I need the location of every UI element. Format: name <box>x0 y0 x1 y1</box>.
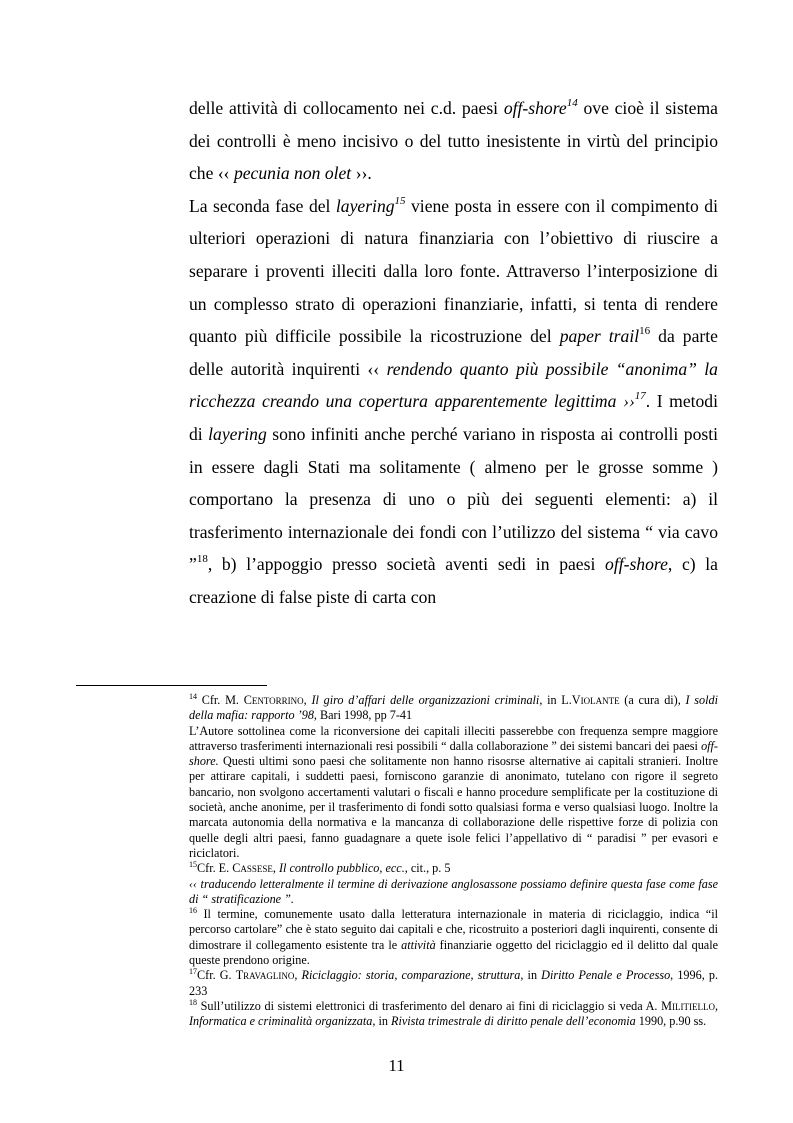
text: in <box>375 1014 391 1029</box>
text: , <box>272 861 279 876</box>
footnote-number: 14 <box>189 691 197 701</box>
latin-quote: pecunia non olet <box>233 163 352 184</box>
journal: Rivista trimestrale di diritto penale dell’economia <box>391 1014 636 1029</box>
footnote-14 <box>189 693 718 724</box>
author: Centorrino <box>243 693 304 707</box>
footnotes <box>189 693 718 1030</box>
footnote-number: 18 <box>189 997 197 1007</box>
author: Violante <box>571 693 620 707</box>
text: da parte delle autorità inquirenti ‹‹ <box>189 326 718 379</box>
text: ››. <box>351 163 372 184</box>
footnote-ref-15: 15 <box>394 194 406 207</box>
text: ove cioè il sistema dei controlli è meno incisivo o del tutto inesistente in virtù del principio che ‹‹ <box>189 98 718 184</box>
text: delle attività di collocamento nei c.d. paesi <box>189 98 504 118</box>
text: , in L. <box>539 693 572 707</box>
footnote-16 <box>189 907 718 968</box>
text: , cit., p. 5 <box>404 861 451 876</box>
text: La seconda fase del <box>189 195 336 216</box>
text: Cfr. M. <box>197 693 244 707</box>
italic-term: off-shore. <box>189 738 718 769</box>
text: , <box>294 968 302 983</box>
footnote-number: 16 <box>189 906 197 916</box>
text: (a cura di), <box>619 693 686 707</box>
text: , c) la creazione di false piste di carta con <box>189 554 718 607</box>
author: Cassese <box>232 861 273 876</box>
text: viene posta in essere con il compimento di ulteriori operazioni di natura finanziaria con l’obiettivo di riuscire a separare i proventi illeciti dalla loro fonte. Attraverso l’interposizione di un complesso strato di operazioni finanziarie, infatti, si tenta di rendere quanto più difficile possibile la ricostruzione del <box>189 195 718 347</box>
author: Militiello <box>661 998 715 1013</box>
footnote-separator <box>76 685 267 686</box>
text: 1990, p.90 ss. <box>635 1014 707 1029</box>
footnote-number: 15 <box>189 860 197 870</box>
text: L’Autore sottolinea come la riconversione dei capitali illeciti passerebbe con frequenza sempre maggiore attraverso trasferimenti internazionali resi possibili “ dalla collaborazione ” dei sistemi bancari dei paesi <box>189 723 718 753</box>
text: Cfr. G. <box>197 968 236 983</box>
text: , 1996, p. 233 <box>189 968 719 998</box>
title: I soldi della mafia: rapporto ’98 <box>189 693 718 723</box>
author: Travaglino <box>235 968 295 983</box>
footnote-17 <box>189 968 718 999</box>
text: . I metodi di <box>189 391 718 444</box>
italic-term: off-shore <box>605 554 668 575</box>
footnote-18 <box>189 999 718 1030</box>
italic-term: paper trail <box>559 326 640 347</box>
text: , in <box>520 968 542 983</box>
footnote-15 <box>189 861 718 876</box>
footnote-15-quote <box>189 877 718 908</box>
text: sono infiniti anche perché variano in risposta ai controlli posti in essere dagli Stati ma solitamente ( almeno per le grosse somme ) comportano la presenza di uno o più dei seguenti elementi: a) il trasferimento internazionale dei fondi con l’utilizzo del sistema “ via cavo ” <box>189 423 718 575</box>
italic-term: layering <box>208 423 267 444</box>
footnote-ref-17: 17 <box>634 390 646 403</box>
footnote-number: 17 <box>189 967 197 977</box>
text: , Bari 1998, pp 7-41 <box>313 708 413 723</box>
italic-term: attività <box>401 937 436 952</box>
italic-term: layering <box>335 195 395 216</box>
title: Il controllo pubblico, ecc. <box>278 861 405 876</box>
italic-quote: rendendo quanto più possibile “anonima” la ricchezza creando una copertura apparentemente legittima ›› <box>189 358 718 412</box>
italic-term: off-shore <box>503 98 567 118</box>
text: , <box>714 998 718 1013</box>
text: Sull’utilizzo di sistemi elettronici di trasferimento del denaro ai fini di riciclaggio si veda A. <box>197 998 662 1013</box>
paragraph-2 <box>189 190 718 614</box>
text: Il termine, comunemente usato dalla letteratura internazionale in materia di riciclaggio, indica “il percorso cartolare” che è stato seguito dai capitali e che, ricostruito a posteriori dagli inquirenti, consente di dimostrare il collegamento esistente tra le <box>189 907 718 952</box>
italic-quote: ‹‹ traducendo letteralmente il termine di derivazione anglosassone possiamo definire questa fase come fase di “ stratificazione ”. <box>189 876 718 906</box>
footnote-ref-14: 14 <box>566 97 578 110</box>
text: , <box>303 693 312 707</box>
footnote-14-commentary <box>189 724 718 862</box>
title: Riciclaggio: storia, comparazione, struttura <box>301 968 521 983</box>
text: Cfr. E. <box>197 861 233 876</box>
text: Questi ultimi sono paesi che solitamente non hanno risosrse alternative ai capitali stranieri. Inoltre per attirare capitali, i suddetti paesi, forniscono garanzie di anonimato, tutelano con rigore il segreto bancario, non svolgono accertamenti valutari o fiscali e hanno procedure semplificate per la costituzione di società, anche anonime, per il trasferimento di fondi sotto qualsiasi forma e verso qualsiasi luogo. Inoltre la marcata autonomia della normativa e la mancanza di collaborazione delle rispettive forze di polizia con quelle degli altri paesi, fanno guadagnare a quete isole felici l’appellativo di “ paradisi ” per evasori e riciclatori. <box>189 754 718 860</box>
title: Informatica e criminalità organizzata, <box>189 1014 376 1029</box>
body-text <box>189 92 718 614</box>
journal: Diritto Penale e Processo <box>541 968 671 983</box>
text: , b) l’appoggio presso società aventi sedi in paesi <box>207 554 606 575</box>
footnote-ref-18: 18 <box>196 553 208 566</box>
page-number: 11 <box>388 1056 405 1075</box>
title: Il giro d’affari delle organizzazioni criminali <box>311 693 540 707</box>
text: finanziarie oggetto del riciclaggio ed il delitto dal quale queste prendono origine. <box>189 937 718 968</box>
footnote-ref-16: 16 <box>639 325 651 338</box>
paragraph-1 <box>189 92 718 190</box>
